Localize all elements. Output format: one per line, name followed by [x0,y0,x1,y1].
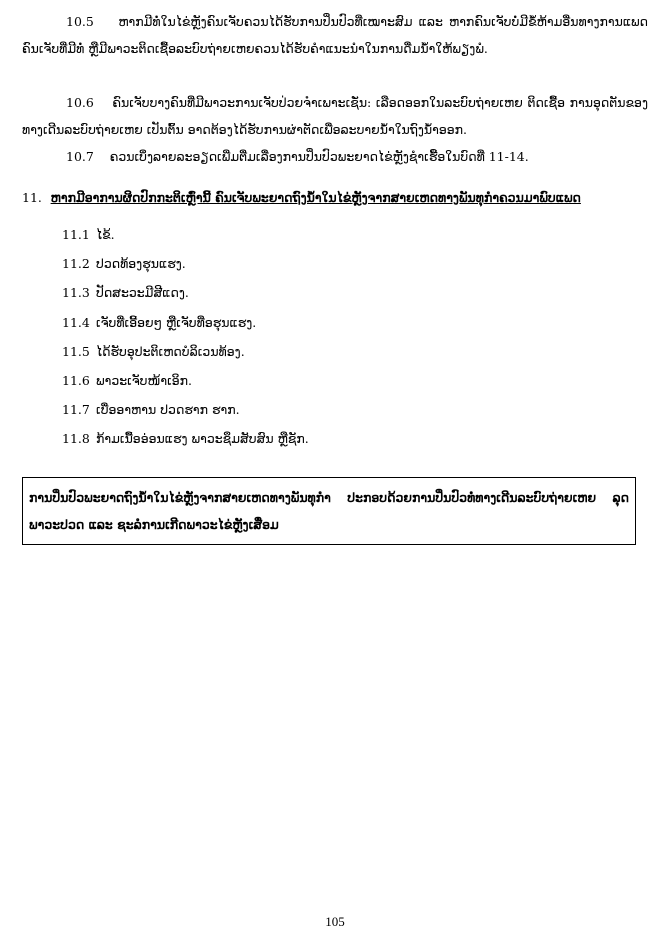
item-text: ພາວະເຈັບໜ້າເອິກ. [96,372,193,388]
item-number: 11.8 [62,431,90,447]
list-item [62,395,309,424]
list-item [62,424,309,453]
list-item [62,220,309,249]
paragraph-10-7 [22,143,648,170]
list-item [62,366,309,395]
list-item [62,308,309,337]
paragraph-number: 10.5 [66,14,94,29]
list-item [62,249,309,278]
item-number: 11.5 [62,343,90,359]
section-number: 11. [22,190,42,205]
item-number: 11.2 [62,256,90,272]
summary-text: ການປິ່ນປົວພະຍາດຖົງນ້ຳໃນໄຂ່ຫຼັງຈາກສາຍເຫດທາງພັນທຸກຳ ປະກອບດ້ວຍການປິ່ນປົວທໍ່ທາງເດີນລະບົບຖ່າຍເຫຍ ລຸດພາວະປວດ ແລະ ຊະລໍການເກີດພາວະໄຂ່ຫຼັງເສື່ອມ [29,490,629,532]
page-number: 105 [325,914,345,929]
paragraph-text: ຄວນເບິ່ງລາຍລະອຽດເພີ່ມຕື່ມເລື່ອງການປິ່ນປົວພະຍາດໄຂ່ຫຼັງຊໍາເຮື້ອໃນບົດທີ່ 11-14. [109,149,529,164]
item-text: ກ້າມເນື້ອອ່ອນແຮງ ພາວະຊຶມສັບສົນ ຫຼືຊັກ. [96,431,309,447]
item-text: ເບື່ອອາຫານ ປວດຮາກ ຮາກ. [96,402,240,418]
paragraph-number: 10.7 [66,149,94,164]
item-number: 11.1 [62,227,90,242]
list-item [62,278,309,307]
paragraph-text: ຄົນເຈັບບາງຄົນທີ່ມີພາວະການເຈັບປ່ວຍຈຳເພາະເຊັ່ນ: ເລືອດອອກໃນລະບົບຖ່າຍເຫຍ ຕິດເຊື້ອ ການອຸດຕັນຂອງທາງເດີນລະບົບຖ່າຍເຫຍ ເປັນຕົ້ນ ອາດຕ້ອງໄດ້ຮັບການຜ່າຕັດເພື່ອລະບາຍນ້ຳໃນຖົງນ້ຳອອກ. [22,95,648,137]
paragraph-10-5 [22,8,648,62]
item-text: ປວດທ້ອງຮຸນແຮງ. [96,256,186,272]
paragraph-number: 10.6 [66,95,94,110]
paragraph-10-6 [22,89,648,143]
item-number: 11.3 [62,285,90,301]
item-number: 11.4 [62,314,90,330]
item-text: ເຈັບທີ່ເອີ້ອຍໆ ຫຼືເຈັບທີ່ອຮຸນແຮງ. [96,314,257,330]
item-text: ໄຂ້. [96,227,115,242]
item-number: 11.6 [62,372,90,388]
item-number: 11.7 [62,402,90,418]
symptom-list [62,220,309,454]
section-title: ຫາກມີອາການຜິດປົກກະຕິເຫຼົ່ານີ້ ຄົນເຈັບພະຍາດຖົງນ້ຳໃນໄຂ່ຫຼັງຈາກສາຍເຫດທາງພັນທຸກຳຄວນມາພົບແພດ [50,190,581,205]
item-text: ປັດສະວະມີສີແດງ. [96,285,189,301]
list-item [62,337,309,366]
section-11-heading [22,186,648,210]
paragraph-text: ຫາກມີທໍ່ໃນໄຂ່ຫຼັງຄົນເຈັບຄວນໄດ້ຮັບການປິ່ນປົວທີ່ເໝາະສົມ ແລະ ຫາກຄົນເຈັບບໍ່ມີຂໍ້ຫ້າມອື່ນທາງການແພດ ຄົນເຈັບທີ່ມີທໍ່ ຫຼືມີພາວະຕິດເຊື້ອລະບົບຖ່າຍເຫຍຄວນໄດ້ຮັບຄຳແນະນຳໃນການດື່ມນ້ຳໃຫ້ພຽງພໍ. [22,14,648,56]
item-text: ໄດ້ຮັບອຸປະຕິເຫດບໍລິເວນທ້ອງ. [96,343,245,359]
summary-box [22,477,636,545]
